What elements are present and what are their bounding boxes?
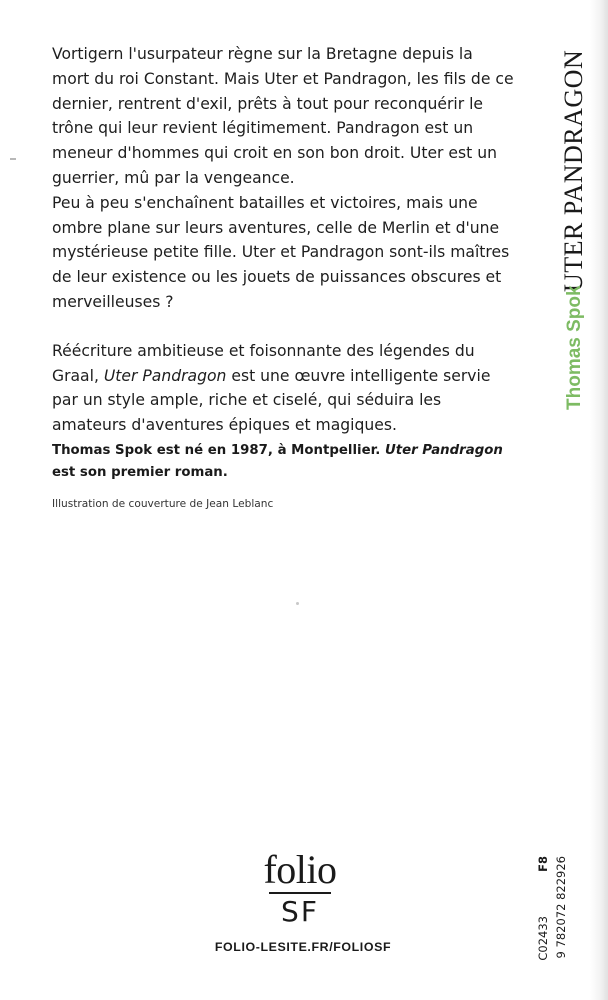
logo-divider <box>269 892 331 894</box>
logo-brand: folio <box>263 847 337 892</box>
publisher-website: FOLIO-LESITE.FR/FOLIOSF <box>214 940 392 954</box>
blurb-paragraph-1: Vortigern l'usurpateur règne sur la Bretagne depuis la mort du roi Constant. Mais Uter et Pandragon, les fils de ce dernier, rentrent d'exil, prêts à tout pour reconquérir le trône qui leur revient légitimement. Pandragon est un meneur d'hommes qui croit en son bon droit. Uter est un guerrier, mû par la vengeance. <box>52 45 514 187</box>
price-code: F8 <box>536 856 550 872</box>
blurb-book-title: Uter Pandragon <box>103 366 227 385</box>
scan-dot <box>296 602 299 605</box>
isbn-number: 9 782072 822926 <box>554 856 568 959</box>
illustration-credit: Illustration de couverture de Jean Leblanc <box>52 498 274 510</box>
blurb-paragraph-3 <box>52 339 514 438</box>
author-bio <box>52 440 522 484</box>
vertical-spine-text <box>555 30 595 410</box>
logo-collection: SF <box>281 895 319 928</box>
author-bio-start: Thomas Spok est né en 1987, à Montpellier. <box>52 443 381 458</box>
blurb-paragraph-3-end: est une œuvre intelligente servie par un style ample, riche et ciselé, qui séduira les amateurs d'aventures épiques et magiques. <box>52 366 491 435</box>
book-blurb <box>52 42 514 438</box>
blurb-paragraph-2: Peu à peu s'enchaînent batailles et victoires, mais une ombre plane sur leurs aventures, celle de Merlin et d'une mystérieuse petite fille. Uter et Pandragon sont-ils maîtres de leur existence ou les jouets de puissances obscures et merveilleuses ? <box>52 193 510 311</box>
scan-mark <box>10 158 16 160</box>
author-bio-end: est son premier roman. <box>52 465 228 480</box>
folio-sf-logo <box>225 847 375 928</box>
blurb-paragraph-3-start: Réécriture ambitieuse et foisonnante des légendes du Graal, <box>52 341 475 385</box>
barcode-info <box>536 856 598 996</box>
product-code: C02433 <box>536 916 550 961</box>
vertical-book-title: UTER PANDRAGON <box>559 49 588 292</box>
vertical-author-name: Thomas Spok <box>564 285 585 410</box>
author-bio-title: Uter Pandragon <box>384 443 503 458</box>
